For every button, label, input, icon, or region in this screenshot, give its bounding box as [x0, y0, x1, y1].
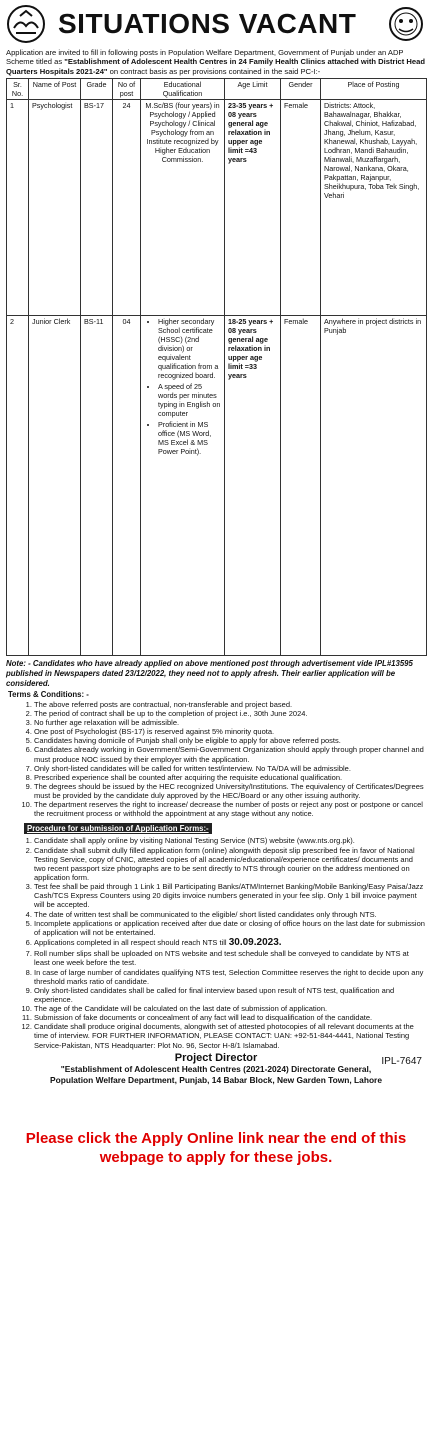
column-header: No of post	[113, 79, 141, 100]
table-cell: Anywhere in project districts in Punjab	[321, 316, 427, 656]
list-item: 10. The age of the Candidate will be calculated on the last date of submission of application.	[34, 1004, 426, 1013]
list-item: 6. Candidates already working in Government/Semi-Government Organization should apply through proper channel and must produce NOC issued by their employer with the application.	[34, 745, 426, 763]
table-cell: Districts: Attock, Bahawalnagar, Bhakkar, Chakwal, Chiniot, Hafizabad, Jhang, Jhelum, Kasur, Khanewal, Khushab, Layyah, Lodhran, Mandi Bahaudin, Mianwali, Muzaffargarh, Narowal, Nankana, Okara, Pakpattan, Rajanpur, Sheikhupura, Toba Tek Singh, Vehari	[321, 100, 427, 316]
footer	[6, 1052, 426, 1124]
list-item: 1. The above referred posts are contractual, non-transferable and project based.	[34, 700, 426, 709]
procedure-title: Procedure for submission of Application Forms:-	[24, 823, 212, 834]
list-item: 8. In case of large number of candidates qualifying NTS test, Selection Committee reserves the right to decide upon any threshold marks ratio of candidate.	[34, 968, 426, 986]
table-cell	[141, 316, 225, 656]
table-cell: M.Sc/BS (four years) in Psychology / Applied Psychology / Clinical Psychology from an Institute recognized by Higher Education Commission.	[141, 100, 225, 316]
list-item: 7. Only short-listed candidates will be called for written test/interview. No TA/DA will be admissible.	[34, 764, 426, 773]
table-cell: 24	[113, 100, 141, 316]
posts-table	[6, 78, 427, 656]
deadline-text: Applications completed in all respect should reach NTS till	[34, 938, 227, 948]
population-welfare-logo-icon	[388, 6, 424, 42]
procedure-list	[24, 836, 426, 1049]
page-title: SITUATIONS VACANT	[58, 8, 357, 39]
list-item: 2. The period of contract shall be up to the completion of project i.e., 30th June 2024.	[34, 709, 426, 718]
column-header: Gender	[281, 79, 321, 100]
list-item: 3. Test fee shall be paid through 1 Link 1 Bill Participating Banks/ATM/Internet Banking/Mobile Banking/Easy Paisa/Jazz Cash/TCS Express Counters using 20 digits invoice numbers generated in your fee slip. Only 1 bill invoice payment will be accepted.	[34, 882, 426, 909]
list-item: 10. The department reserves the right to increase/ decrease the number of posts or reject any post or postpone or cancel the recruitment process or withhold the appointment at any stage without any notice.	[34, 800, 426, 818]
list-item: 5. Incomplete applications or application received after due date or closing of office hours on the last date for submission of application will not be entertained.	[34, 919, 426, 937]
list-item: • A speed of 25 words per minutes typing in English on computer	[158, 382, 221, 418]
table-cell: 04	[113, 316, 141, 656]
table-cell: BS-11	[81, 316, 113, 656]
column-header: Place of Posting	[321, 79, 427, 100]
list-item: 4. One post of Psychologist (BS-17) is reserved against 5% minority quota.	[34, 727, 426, 736]
address-line: Population Welfare Department, Punjab, 14 Babar Block, New Garden Town, Lahore	[50, 1074, 382, 1085]
project-director-title: Project Director	[174, 1051, 258, 1064]
column-header: Age Limit	[225, 79, 281, 100]
list-item: 11. Submission of fake documents or concealment of any fact will lead to disqualification of the candidate.	[34, 1013, 426, 1022]
list-item: 7. Roll number slips shall be uploaded on NTS website and test schedule shall be conveyed to candidate by NTS at least one week before the test.	[34, 949, 426, 967]
punjab-government-logo-icon	[6, 4, 46, 44]
list-item: 1. Candidate shall apply online by visiting National Testing Service (NTS) website (www.nts.org.pk).	[34, 836, 426, 845]
list-item: 3. No further age relaxation will be admissible.	[34, 718, 426, 727]
intro-text-end: on contract basis as per provisions contained in the said PC-I:-	[107, 66, 321, 76]
table-cell: 2	[7, 316, 29, 656]
column-header: Grade	[81, 79, 113, 100]
table-cell: Psychologist	[29, 100, 81, 316]
list-item: 2. Candidate shall submit dully filled application form (online) alongwith deposit slip prescribed fee in favor of National Testing Service, copy of CNIC, attested copies of all academic/educational/experience certificates/ documents and two recent passport size photographs are to be sent directly to NTS through courier on the address mentioned on application form.	[34, 846, 426, 883]
list-item	[34, 937, 426, 949]
list-item: 9. Only short-listed candidates shall be called for final interview based upon result of NTS test, qualification and experience.	[34, 986, 426, 1004]
column-header: Name of Post	[29, 79, 81, 100]
intro-text: Application are invited to fill in following posts in Population Welfare Department, Government of Punjab under an ADP Scheme titled as	[6, 48, 404, 67]
terms-title: Terms & Conditions: -	[8, 689, 89, 699]
table-cell: Junior Clerk	[29, 316, 81, 656]
scheme-title: "Establishment of Adolescent Health Centres in 24 Family Health Clinics attached with District Head Quarters Hospitals 2021-24"	[6, 57, 425, 76]
intro-paragraph	[6, 48, 426, 76]
terms-list	[24, 700, 426, 819]
table-row	[7, 100, 427, 316]
table-header-row	[7, 79, 427, 100]
list-item: • Higher secondary School certificate (HSSC) (2nd division) or equivalent qualification from a recognized board.	[158, 317, 221, 380]
table-cell: 1	[7, 100, 29, 316]
table-cell: Female	[281, 100, 321, 316]
qualification-list	[144, 317, 221, 456]
table-cell: 23-35 years + 08 years general age relaxation in upper age limit =43 years	[225, 100, 281, 316]
apply-online-notice: Please click the Apply Online link near the end of this webpage to apply for these jobs.	[25, 1129, 407, 1166]
column-header: Educational Qualification	[141, 79, 225, 100]
list-item: 5. Candidates having domicile of Punjab shall only be eligible to apply for above referred posts.	[34, 736, 426, 745]
table-cell: Female	[281, 316, 321, 656]
ipl-number: IPL-7647	[381, 1055, 422, 1067]
list-item: • Proficient in MS office (MS Word, MS Excel & MS Power Point).	[158, 420, 221, 456]
table-row	[7, 316, 427, 656]
table-cell: 18-25 years + 08 years general age relaxation in upper age limit =33 years	[225, 316, 281, 656]
deadline-date: 30.09.2023.	[228, 937, 282, 949]
column-header: Sr. No.	[7, 79, 29, 100]
note-text: Note: - Candidates who have already applied on above mentioned post through advertisement vide IPL#13595 published in Newspapers dated 23/12/2022, they need not to apply afresh. Their earlier application will be considered.	[6, 659, 413, 688]
list-item: 4. The date of written test shall be communicated to the eligible/ short listed candidates only through NTS.	[34, 910, 426, 919]
list-item: 9. The degrees should be issued by the HEC recognized University/Institutions. The equivalency of Certificates/Degrees must be provided by the candidate duly approved by the HEC/Board or any other issuing authority.	[34, 782, 426, 800]
address-line: "Establishment of Adolescent Health Centres (2021-2024) Directorate General,	[60, 1063, 372, 1074]
list-item: 8. Prescribed experience shall be counted after acquiring the requisite educational qualification.	[34, 773, 426, 782]
header	[0, 0, 432, 48]
table-cell: BS-17	[81, 100, 113, 316]
list-item: 12. Candidate shall produce original documents, alongwith set of attested photocopies of all relevant documents at the time of interview. FOR FURTHER INFORMATION, PLEASE CONTACT: UAN: +92-51-844-4441, National Testing Service-Pakistan, NTS Headquarter: Plot No. 96, Sector H-8/1 Islamabad.	[34, 1022, 426, 1049]
